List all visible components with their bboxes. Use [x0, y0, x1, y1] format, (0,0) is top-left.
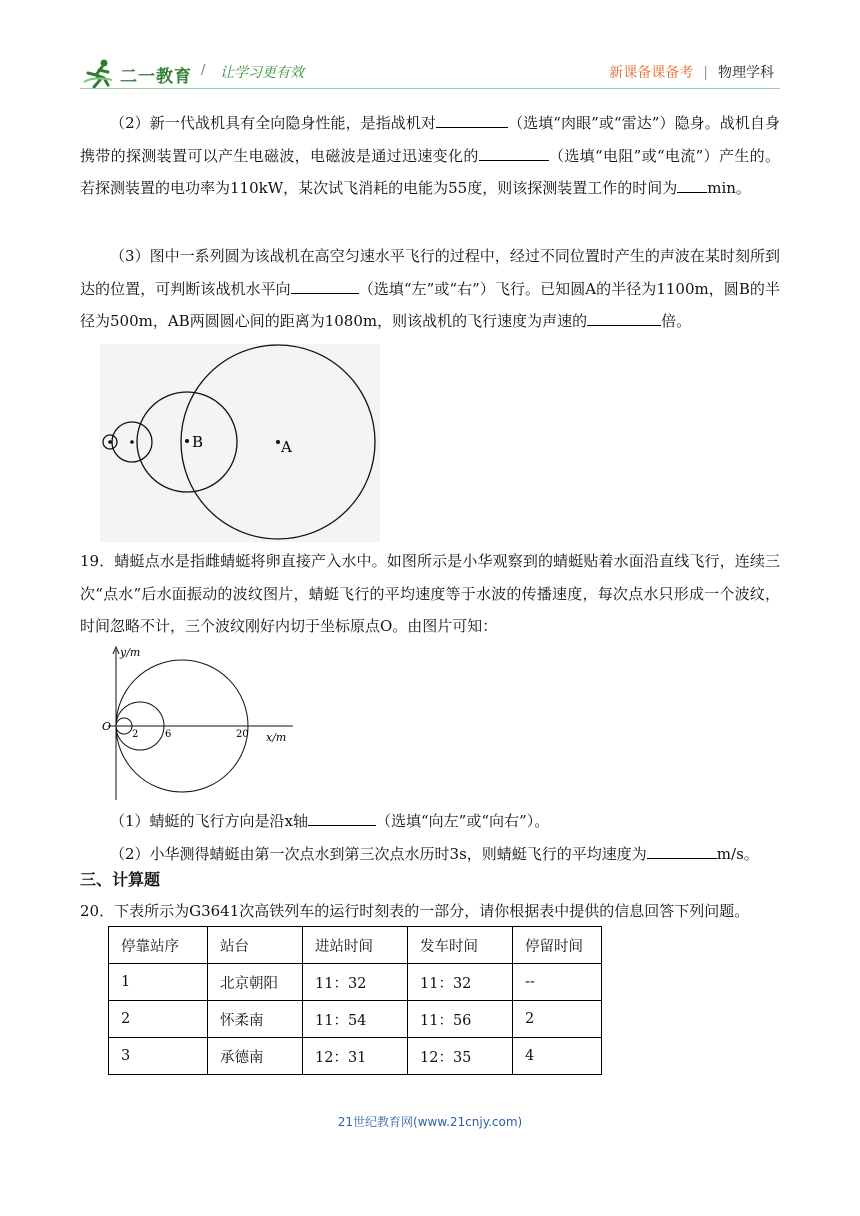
question-19-part-2: [80, 838, 780, 871]
section-heading: 三、计算题: [80, 870, 161, 889]
x-axis-label: x/m: [266, 731, 287, 744]
tick-label: 2: [132, 729, 139, 740]
header-divider: |: [703, 65, 708, 81]
table-cell: 2: [513, 1001, 602, 1038]
center-dot-a: [276, 440, 280, 444]
tick-label: 6: [165, 729, 172, 740]
column-header: 停留时间: [513, 927, 602, 964]
q2-option2: （选填“电阻”或“电流”）产生的。若探测装置的电功率为110kW，某次试飞消耗的电能为55度，则该探测装置工作的时间为: [80, 146, 780, 197]
q2-option1: （选填“肉眼”或“雷达”）隐身。战机自身携带的探测装置可以产生电磁波，电磁波是通过迅速变化的: [80, 114, 780, 165]
question-18-part-3: [80, 240, 780, 338]
table-row: [109, 964, 602, 1001]
column-header: 站台: [208, 927, 303, 964]
q3-option1: （选填“左”或“右”）飞行。已知圆A的半径为1100m，圆B的半径为500m，AB两圆圆心间的距离为1080m，则该战机的飞行速度为声速的: [80, 279, 780, 330]
label-b: B: [192, 433, 204, 451]
answer-blank: [436, 126, 508, 128]
q3-prefix: （3）图中一系列圆为该战机在高空匀速水平飞行的过程中，经过不同位置时产生的声波在某时刻所到达的位置，可判断该战机水平向: [80, 247, 780, 298]
q19-sub2-suffix: m/s。: [716, 845, 759, 863]
table-row: [109, 1001, 602, 1038]
answer-blank: [479, 159, 549, 161]
header-divider-line: [80, 88, 780, 89]
column-header: 进站时间: [303, 927, 408, 964]
table-cell: 1: [109, 964, 208, 1001]
label-a: A: [281, 438, 292, 456]
table-cell: 怀柔南: [208, 1001, 303, 1038]
answer-blank: [587, 324, 661, 326]
question-19-text: 19．蜻蜓点水是指雌蜻蜓将卵直接产入水中。如图所示是小华观察到的蜻蜓贴着水面沿直线飞行，连续三次“点水”后水面振动的波纹图片，蜻蜓飞行的平均速度等于水波的传播速度，每次点水只形成一个波纹，时间忽略不计，三个波纹刚好内切于坐标原点O。由图片可知：: [80, 552, 780, 635]
answer-blank: [291, 292, 359, 294]
y-axis-label: y/m: [120, 646, 141, 659]
header-tag: 新课备课备考: [609, 65, 694, 81]
table-cell: 12：31: [303, 1038, 408, 1075]
slogan-separator: /: [201, 63, 206, 78]
footer-link[interactable]: 21世纪教育网(www.21cnjy.com): [337, 1115, 523, 1129]
table-cell: 3: [109, 1038, 208, 1075]
answer-blank: [677, 191, 707, 193]
sound-wave-figure: [100, 344, 380, 542]
center-dot-b: [185, 439, 189, 443]
table-header-row: [109, 927, 602, 964]
q19-sub1-suffix: （选填“向左”或“向右”）。: [376, 812, 550, 830]
center-dot-smallest: [108, 440, 112, 444]
q2-prefix: （2）新一代战机具有全向隐身性能，是指战机对: [110, 114, 436, 132]
table-cell: 12：35: [408, 1038, 513, 1075]
origin-label: O: [102, 720, 112, 733]
table-cell: 11：32: [408, 964, 513, 1001]
answer-blank: [308, 824, 376, 826]
table-cell: 11：54: [303, 1001, 408, 1038]
table-cell: 承德南: [208, 1038, 303, 1075]
answer-blank: [647, 857, 717, 859]
center-dot-small: [130, 440, 134, 444]
question-19-part-1: [80, 805, 780, 838]
table-row: [109, 1038, 602, 1075]
column-header: 停靠站序: [109, 927, 208, 964]
q19-sub2-prefix: （2）小华测得蜻蜓由第一次点水到第三次点水历时3s，则蜻蜓飞行的平均速度为: [110, 845, 647, 863]
runner-logo-icon: [82, 58, 116, 88]
slogan: 让学习更有效: [220, 65, 304, 81]
table-cell: --: [513, 964, 602, 1001]
table-cell: 4: [513, 1038, 602, 1075]
header-subject: 物理学科: [718, 65, 774, 81]
q3-suffix: 倍。: [661, 312, 692, 330]
figure-background: [100, 344, 380, 542]
tick-label: 20: [236, 729, 249, 740]
question-20-text: 20．下表所示为G3641次高铁列车的运行时刻表的一部分，请你根据表中提供的信息回答下列问题。: [80, 902, 750, 920]
header-right: [609, 62, 774, 82]
column-header: 发车时间: [408, 927, 513, 964]
table-cell: 11：56: [408, 1001, 513, 1038]
ripple-figure: [98, 644, 298, 804]
timetable: [108, 926, 602, 1075]
logo-text: 二一教育: [120, 67, 192, 87]
question-18-part-2: [80, 107, 780, 205]
table-cell: 北京朝阳: [208, 964, 303, 1001]
table-cell: 11：32: [303, 964, 408, 1001]
q2-suffix: min。: [707, 179, 751, 197]
q19-sub1-prefix: （1）蜻蜓的飞行方向是沿x轴: [110, 812, 309, 830]
table-cell: 2: [109, 1001, 208, 1038]
